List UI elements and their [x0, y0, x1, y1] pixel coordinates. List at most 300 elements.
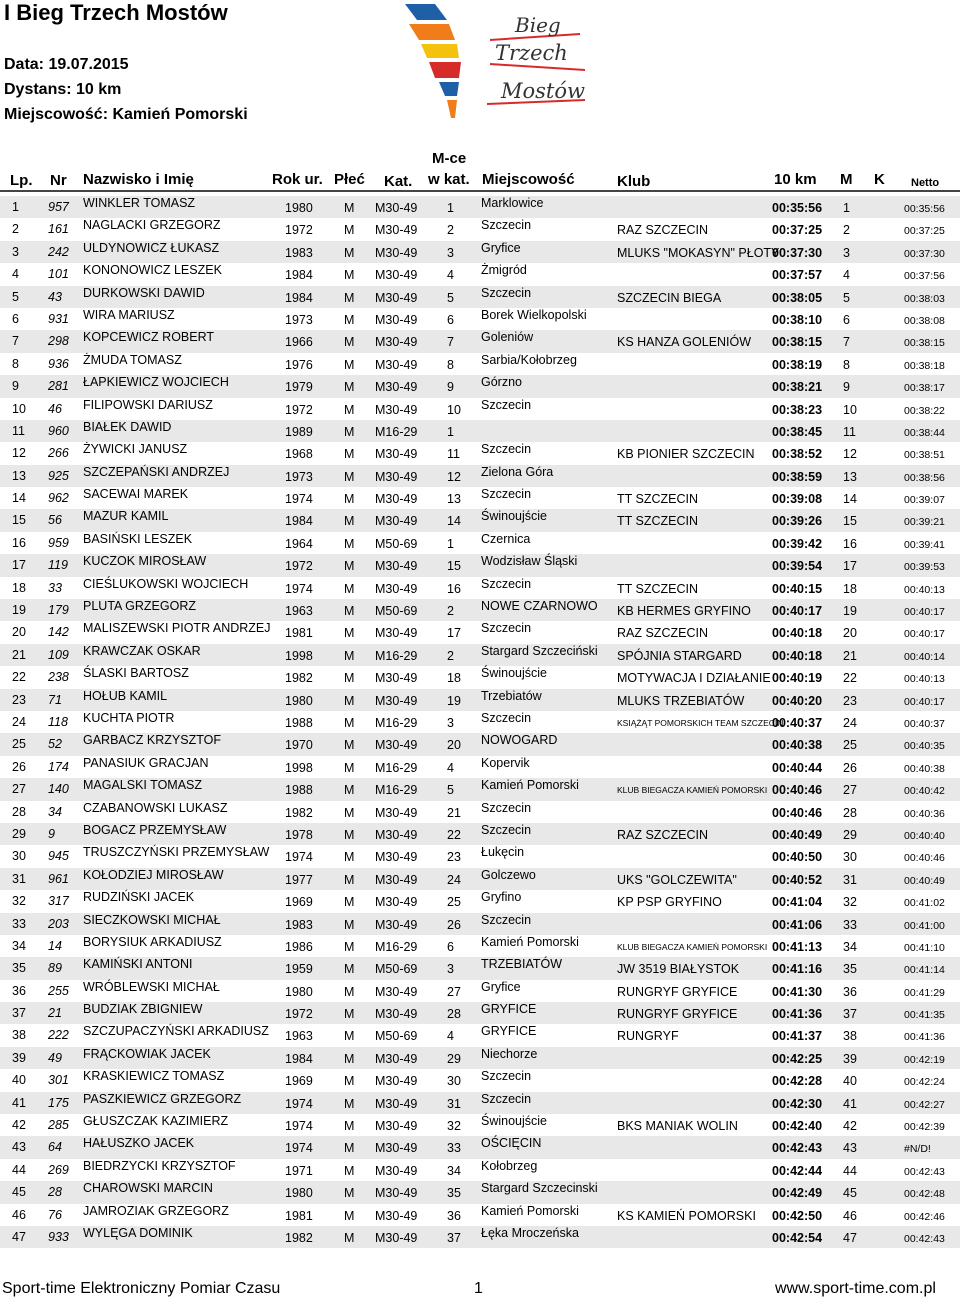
cell-lp: 38 [12, 1028, 26, 1043]
cell-bib: 175 [48, 1095, 69, 1110]
cell-lp: 37 [12, 1006, 26, 1021]
cell-name: ULDYNOWICZ ŁUKASZ [83, 240, 220, 255]
cell-name: HAŁUSZKO JACEK [83, 1136, 195, 1151]
cell-netto: 00:39:53 [904, 561, 945, 574]
cell-club: MLUKS TRZEBIATÓW [617, 693, 745, 708]
cell-name: KRASKIEWICZ TOMASZ [83, 1069, 225, 1084]
cell-sex: M [344, 783, 355, 798]
cell-club: RAZ SZCZECIN [617, 827, 708, 842]
cell-netto: 00:40:13 [904, 583, 945, 596]
cell-category: M30-49 [375, 850, 418, 865]
cell-club: TT SZCZECIN [617, 581, 699, 596]
cell-netto: 00:40:37 [904, 717, 945, 730]
cell-sex: M [344, 1119, 355, 1134]
race-place: Miejscowość: Kamień Pomorski [4, 106, 248, 123]
cell-club: KLUB BIEGACZA KAMIEŃ POMORSKI [617, 785, 768, 796]
cell-place-m: 31 [843, 872, 857, 887]
cell-year: 1971 [285, 1163, 313, 1178]
cell-bib: 238 [48, 670, 69, 685]
cell-time: 00:42:25 [772, 1051, 823, 1066]
cell-place-m: 47 [843, 1230, 857, 1245]
cell-city: Szczecin [481, 621, 532, 636]
cell-netto: 00:41:29 [904, 986, 945, 999]
cell-name: TRUSZCZYŃSKI PRZEMYSŁAW [83, 845, 270, 860]
cell-sex: M [344, 693, 355, 708]
cell-name: HOŁUB KAMIL [83, 688, 168, 703]
cell-time: 00:39:42 [772, 536, 823, 551]
cell-bib: 266 [48, 446, 69, 461]
cell-time: 00:40:18 [772, 626, 823, 641]
cell-place-m: 19 [843, 604, 857, 619]
cell-city: Szczecin [481, 822, 532, 837]
cell-time: 00:38:52 [772, 447, 823, 462]
cell-category-place: 34 [447, 1163, 461, 1178]
table-row [0, 1226, 960, 1248]
cell-club: SPÓJNIA STARGARD [617, 648, 742, 663]
cell-category-place: 23 [447, 850, 461, 865]
cell-lp: 41 [12, 1095, 26, 1110]
col-k: K [874, 171, 885, 188]
cell-club: MOTYWACJA I DZIAŁANIE [617, 671, 771, 686]
cell-place-m: 13 [843, 469, 857, 484]
cell-bib: 962 [48, 491, 69, 506]
cell-city: Gryfice [481, 979, 521, 994]
cell-city: Golczewo [481, 867, 536, 882]
cell-sex: M [344, 223, 355, 238]
cell-name: BIAŁEK DAWID [83, 419, 172, 434]
cell-lp: 47 [12, 1229, 26, 1244]
footer-website: www.sport-time.com.pl [775, 1280, 936, 1297]
cell-bib: 285 [48, 1118, 69, 1133]
cell-sex: M [344, 357, 355, 372]
cell-lp: 31 [12, 871, 26, 886]
cell-category-place: 11 [447, 447, 460, 462]
col-mce-bottom: w kat. [428, 171, 470, 188]
cell-netto: 00:37:56 [904, 270, 945, 283]
cell-time: 00:37:25 [772, 223, 823, 238]
cell-category: M30-49 [375, 827, 418, 842]
cell-sex: M [344, 1029, 355, 1044]
cell-sex: M [344, 1230, 355, 1245]
cell-time: 00:37:30 [772, 245, 823, 260]
cell-year: 1963 [285, 604, 313, 619]
cell-bib: 298 [48, 334, 69, 349]
cell-name: FRĄCKOWIAK JACEK [83, 1046, 211, 1061]
cell-sex: M [344, 335, 355, 350]
cell-year: 1980 [285, 984, 313, 999]
cell-category: M16-29 [375, 760, 418, 775]
cell-year: 1984 [285, 514, 313, 529]
cell-category: M30-49 [375, 201, 418, 215]
cell-bib: 49 [48, 1050, 62, 1065]
cell-sex: M [344, 939, 355, 954]
cell-category: M30-49 [375, 917, 418, 932]
cell-bib: 301 [48, 1073, 69, 1088]
cell-time: 00:38:59 [772, 469, 823, 484]
cell-year: 1974 [285, 581, 313, 596]
cell-place-m: 35 [843, 962, 857, 977]
cell-time: 00:42:40 [772, 1119, 823, 1134]
cell-lp: 9 [12, 379, 19, 394]
cell-city: Świnoujście [481, 1114, 548, 1129]
cell-netto: 00:38:03 [904, 292, 945, 305]
cell-category: M30-49 [375, 738, 418, 753]
cell-time: 00:41:13 [772, 939, 823, 954]
cell-time: 00:40:46 [772, 805, 823, 820]
cell-year: 1968 [285, 447, 313, 462]
svg-text:Bieg: Bieg [515, 13, 561, 37]
cell-netto: 00:39:07 [904, 494, 945, 507]
cell-bib: 142 [48, 625, 69, 640]
cell-lp: 7 [12, 334, 19, 349]
cell-sex: M [344, 514, 355, 529]
cell-city: Szczecin [481, 397, 532, 412]
cell-place-m: 29 [843, 827, 857, 842]
cell-place-m: 3 [843, 245, 850, 260]
col-nr: Nr [50, 172, 67, 189]
cell-category: M30-49 [375, 1163, 418, 1178]
cell-name: BIEDRZYCKI KRZYSZTOF [83, 1158, 236, 1173]
cell-year: 1980 [285, 1186, 313, 1201]
cell-year: 1977 [285, 872, 313, 887]
col-m: M [840, 171, 853, 188]
cell-name: BORYSIUK ARKADIUSZ [83, 934, 222, 949]
cell-name: KUCHTA PIOTR [83, 710, 175, 725]
cell-netto: 00:38:22 [904, 404, 945, 417]
cell-club: RAZ SZCZECIN [617, 223, 708, 238]
cell-bib: 925 [48, 468, 69, 483]
cell-name: GŁUSZCZAK KAZIMIERZ [83, 1114, 229, 1129]
cell-year: 1972 [285, 402, 313, 417]
cell-bib: 945 [48, 849, 69, 864]
cell-place-m: 42 [843, 1119, 857, 1134]
cell-year: 1964 [285, 536, 313, 551]
cell-year: 1972 [285, 223, 313, 238]
cell-year: 1974 [285, 1096, 313, 1111]
cell-category-place: 3 [447, 245, 454, 260]
cell-name: BOGACZ PRZEMYSŁAW [83, 822, 227, 837]
cell-category: M30-49 [375, 245, 418, 260]
cell-place-m: 4 [843, 268, 850, 283]
cell-sex: M [344, 805, 355, 820]
cell-place-m: 17 [843, 559, 857, 574]
cell-netto: 00:42:24 [904, 1076, 945, 1089]
cell-sex: M [344, 1186, 355, 1201]
cell-category: M30-49 [375, 1096, 418, 1111]
cell-category-place: 1 [447, 424, 454, 439]
cell-club: RUNGRYF [617, 1029, 679, 1044]
cell-lp: 26 [12, 759, 26, 774]
cell-category-place: 33 [447, 1141, 461, 1156]
cell-time: 00:40:44 [772, 760, 823, 775]
cell-lp: 11 [12, 423, 25, 438]
cell-time: 00:42:44 [772, 1163, 823, 1178]
cell-sex: M [344, 201, 355, 215]
cell-time: 00:35:56 [772, 201, 823, 215]
cell-category: M30-49 [375, 268, 418, 283]
cell-name: SIECZKOWSKI MICHAŁ [83, 912, 221, 927]
cell-category: M30-49 [375, 626, 418, 641]
cell-club: SZCZECIN BIEGA [617, 290, 722, 305]
cell-bib: 89 [48, 961, 62, 976]
cell-year: 1981 [285, 1208, 313, 1223]
cell-name: MAGALSKI TOMASZ [83, 778, 203, 793]
cell-sex: M [344, 581, 355, 596]
cell-club: BKS MANIAK WOLIN [617, 1119, 738, 1134]
cell-time: 00:40:37 [772, 715, 823, 730]
cell-club: MLUKS "MOKASYN" PŁOTY [617, 245, 780, 260]
cell-place-m: 20 [843, 626, 857, 641]
cell-netto: 00:41:00 [904, 919, 945, 932]
cell-lp: 35 [12, 961, 26, 976]
cell-year: 1974 [285, 492, 313, 507]
cell-netto: 00:40:36 [904, 807, 945, 820]
cell-year: 1986 [285, 939, 313, 954]
cell-bib: 33 [48, 580, 62, 595]
cell-city: OŚCIĘCIN [481, 1136, 542, 1151]
cell-place-m: 40 [843, 1074, 857, 1089]
cell-place-m: 24 [843, 715, 857, 730]
cell-city: Szczecin [481, 487, 532, 502]
cell-sex: M [344, 424, 355, 439]
cell-bib: 957 [48, 200, 69, 214]
cell-lp: 15 [12, 513, 26, 528]
cell-name: ŚLASKI BARTOSZ [83, 666, 189, 681]
cell-netto: 00:40:42 [904, 785, 945, 798]
cell-year: 1980 [285, 201, 313, 215]
cell-place-m: 38 [843, 1029, 857, 1044]
cell-year: 1984 [285, 268, 313, 283]
cell-time: 00:38:45 [772, 424, 823, 439]
cell-category-place: 5 [447, 783, 454, 798]
cell-lp: 5 [12, 289, 19, 304]
cell-sex: M [344, 1208, 355, 1223]
page-title: I Bieg Trzech Mostów [4, 0, 228, 25]
cell-year: 1982 [285, 805, 313, 820]
cell-category: M30-49 [375, 559, 418, 574]
cell-category-place: 10 [447, 402, 461, 417]
cell-city: Szczecin [481, 800, 532, 815]
cell-netto: 00:42:46 [904, 1210, 945, 1223]
cell-club: KB PIONIER SZCZECIN [617, 447, 755, 462]
cell-netto: 00:39:41 [904, 538, 945, 551]
cell-lp: 8 [12, 356, 19, 371]
cell-club: KP PSP GRYFINO [617, 895, 722, 910]
cell-name: KUCZOK MIROSŁAW [83, 554, 207, 569]
cell-category-place: 35 [447, 1186, 461, 1201]
cell-place-m: 6 [843, 312, 850, 327]
col-club: Klub [617, 173, 651, 190]
cell-place-m: 23 [843, 693, 857, 708]
table-header [0, 150, 960, 192]
cell-time: 00:38:21 [772, 380, 823, 395]
cell-club: KS HANZA GOLENIÓW [617, 335, 752, 350]
cell-sex: M [344, 268, 355, 283]
cell-netto: 00:35:56 [904, 203, 945, 215]
cell-time: 00:37:57 [772, 268, 823, 283]
cell-name: MAZUR KAMIL [83, 509, 169, 524]
cell-year: 1970 [285, 738, 313, 753]
cell-sex: M [344, 626, 355, 641]
results-table [0, 196, 960, 1248]
cell-category-place: 4 [447, 268, 454, 283]
cell-category-place: 17 [447, 626, 461, 641]
cell-category: M30-49 [375, 1007, 418, 1022]
cell-netto: 00:38:17 [904, 382, 945, 395]
cell-category-place: 15 [447, 559, 461, 574]
cell-netto: 00:41:02 [904, 897, 945, 910]
cell-netto: 00:41:14 [904, 964, 945, 977]
cell-category: M30-49 [375, 895, 418, 910]
cell-netto: 00:38:56 [904, 471, 945, 484]
cell-sex: M [344, 402, 355, 417]
cell-category-place: 20 [447, 738, 461, 753]
cell-name: KOPCEWICZ ROBERT [83, 330, 215, 345]
cell-year: 1978 [285, 827, 313, 842]
cell-category-place: 25 [447, 895, 461, 910]
cell-bib: 931 [48, 311, 69, 326]
cell-sex: M [344, 604, 355, 619]
cell-year: 1998 [285, 760, 313, 775]
cell-bib: 46 [48, 401, 62, 416]
cell-city: Szczecin [481, 285, 532, 300]
cell-netto: 00:40:49 [904, 874, 945, 887]
cell-category-place: 36 [447, 1208, 461, 1223]
cell-category: M50-69 [375, 536, 418, 551]
cell-category-place: 13 [447, 492, 461, 507]
cell-category: M50-69 [375, 604, 418, 619]
cell-lp: 4 [12, 267, 19, 282]
cell-city: Szczecin [481, 442, 532, 457]
cell-club: UKS "GOLCZEWITA" [617, 872, 737, 887]
cell-year: 1984 [285, 1051, 313, 1066]
cell-category-place: 7 [447, 335, 454, 350]
cell-category-place: 3 [447, 715, 454, 730]
cell-category: M50-69 [375, 962, 418, 977]
cell-category-place: 30 [447, 1074, 461, 1089]
cell-sex: M [344, 962, 355, 977]
cell-bib: 174 [48, 759, 69, 774]
cell-bib: 179 [48, 603, 69, 618]
cell-netto: 00:40:46 [904, 852, 945, 865]
cell-name: WIRA MARIUSZ [83, 307, 175, 322]
cell-club: RUNGRYF GRYFICE [617, 1007, 738, 1022]
cell-time: 00:40:18 [772, 648, 823, 663]
cell-city: Zielona Góra [481, 464, 554, 479]
cell-category: M30-49 [375, 514, 418, 529]
cell-place-m: 33 [843, 917, 857, 932]
cell-sex: M [344, 648, 355, 663]
cell-city: GRYFICE [481, 1024, 537, 1039]
cell-name: KAMIŃSKI ANTONI [83, 957, 193, 972]
cell-category: M30-49 [375, 357, 418, 372]
cell-city: GRYFICE [481, 1002, 537, 1017]
cell-time: 00:38:05 [772, 290, 823, 305]
cell-category: M30-49 [375, 1051, 418, 1066]
cell-category: M30-49 [375, 872, 418, 887]
cell-lp: 36 [12, 983, 26, 998]
cell-netto: 00:42:48 [904, 1188, 945, 1201]
cell-year: 1988 [285, 715, 313, 730]
cell-time: 00:41:04 [772, 895, 823, 910]
cell-name: WRÓBLEWSKI MICHAŁ [83, 979, 220, 994]
cell-lp: 23 [12, 692, 26, 707]
cell-lp: 3 [12, 244, 19, 259]
cell-category-place: 2 [447, 604, 454, 619]
cell-category-place: 26 [447, 917, 461, 932]
cell-lp: 12 [12, 446, 26, 461]
cell-name: KOŁODZIEJ MIROSŁAW [83, 867, 224, 882]
cell-category-place: 18 [447, 671, 461, 686]
cell-club: KS KAMIEŃ POMORSKI [617, 1208, 756, 1223]
cell-netto: 00:40:35 [904, 740, 945, 753]
cell-time: 00:41:30 [772, 984, 823, 999]
cell-city: Szczecin [481, 1091, 532, 1106]
cell-place-m: 25 [843, 738, 857, 753]
cell-sex: M [344, 917, 355, 932]
cell-city: Łęka Mroczeńska [481, 1225, 579, 1240]
cell-city: Szczecin [481, 1069, 532, 1084]
cell-bib: 118 [48, 714, 68, 729]
cell-category-place: 8 [447, 357, 454, 372]
col-name: Nazwisko i Imię [83, 171, 194, 188]
cell-year: 1984 [285, 290, 313, 305]
cell-lp: 42 [12, 1118, 26, 1133]
cell-netto: 00:41:10 [904, 941, 945, 954]
cell-year: 1973 [285, 312, 313, 327]
cell-lp: 32 [12, 894, 26, 909]
cell-lp: 45 [12, 1185, 26, 1200]
cell-time: 00:38:19 [772, 357, 823, 372]
cell-year: 1980 [285, 693, 313, 708]
cell-bib: 961 [48, 871, 69, 886]
cell-place-m: 5 [843, 290, 850, 305]
cell-bib: 222 [48, 1028, 69, 1043]
cell-city: TRZEBIATÓW [481, 957, 563, 972]
cell-time: 00:42:50 [772, 1208, 823, 1223]
cell-sex: M [344, 1096, 355, 1111]
cell-place-m: 8 [843, 357, 850, 372]
cell-netto: 00:40:17 [904, 606, 945, 619]
cell-netto: 00:42:43 [904, 1165, 945, 1178]
cell-category-place: 4 [447, 760, 454, 775]
cell-bib: 959 [48, 535, 69, 550]
cell-category: M30-49 [375, 1119, 418, 1134]
cell-lp: 24 [12, 714, 26, 729]
col-netto: Netto [911, 177, 940, 189]
cell-city: Wodzisław Śląski [481, 554, 578, 569]
cell-year: 1983 [285, 245, 313, 260]
cell-name: DURKOWSKI DAWID [83, 285, 205, 300]
cell-category-place: 2 [447, 223, 454, 238]
cell-category-place: 6 [447, 939, 454, 954]
cell-time: 00:40:49 [772, 827, 823, 842]
cell-netto: 00:38:44 [904, 426, 945, 439]
cell-bib: 34 [48, 804, 62, 819]
cell-lp: 34 [12, 938, 26, 953]
cell-year: 1983 [285, 917, 313, 932]
cell-city: Kamień Pomorski [481, 934, 579, 949]
cell-city: Niechorze [481, 1046, 538, 1061]
cell-lp: 21 [12, 647, 26, 662]
cell-year: 1982 [285, 1230, 313, 1245]
cell-sex: M [344, 984, 355, 999]
cell-lp: 18 [12, 580, 26, 595]
cell-bib: 960 [48, 423, 69, 438]
cell-place-m: 10 [843, 402, 857, 417]
cell-name: KRAWCZAK OSKAR [83, 643, 201, 658]
cell-bib: 119 [48, 558, 68, 573]
